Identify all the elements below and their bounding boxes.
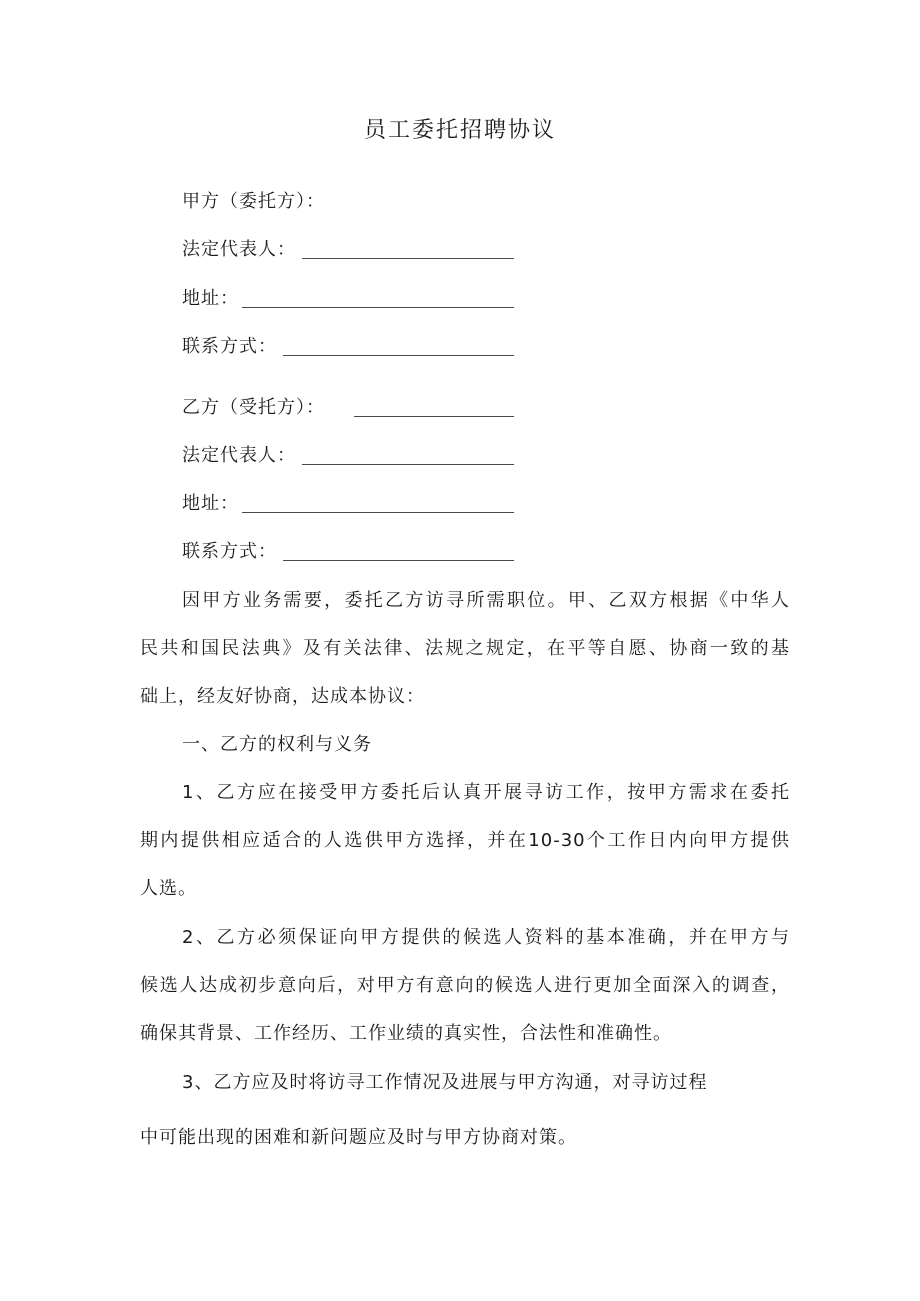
- section-1-heading: 一、乙方的权利与义务: [182, 734, 372, 755]
- clause-2-line-2: 候选人达成初步意向后，对甲方有意向的候选人进行更加全面深入的调查，: [140, 975, 790, 996]
- party-b-address-blank[interactable]: [242, 512, 514, 513]
- party-a-contact-label: 联系方式：: [182, 336, 277, 357]
- clause-3-line-2: 中可能出现的困难和新问题应及时与甲方协商对策。: [140, 1127, 577, 1148]
- party-b-contact-blank[interactable]: [283, 560, 514, 561]
- party-b-representative-blank[interactable]: [302, 464, 514, 465]
- party-a-address-label: 地址：: [182, 288, 239, 309]
- document-title: 员工委托招聘协议: [363, 118, 556, 143]
- clause-2-line-3: 确保其背景、工作经历、工作业绩的真实性，合法性和准确性。: [140, 1023, 672, 1044]
- party-b-heading: 乙方（受托方）：: [182, 397, 325, 418]
- party-a-representative-blank[interactable]: [302, 258, 514, 259]
- party-a-address-blank[interactable]: [242, 307, 514, 308]
- party-b-contact-label: 联系方式：: [182, 541, 277, 562]
- clause-1-line-1: 1、乙方应在接受甲方委托后认真开展寻访工作，按甲方需求在委托: [182, 782, 790, 803]
- party-a-contact-blank[interactable]: [283, 355, 514, 356]
- clause-3-line-1: 3、乙方应及时将访寻工作情况及进展与甲方沟通，对寻访过程: [182, 1072, 708, 1093]
- clause-1-line-3: 人选。: [140, 878, 197, 899]
- party-b-address-label: 地址：: [182, 493, 239, 514]
- party-a-heading: 甲方（委托方）：: [182, 191, 325, 212]
- party-b-name-blank[interactable]: [354, 416, 514, 417]
- clause-1-line-2: 期内提供相应适合的人选供甲方选择，并在10-30个工作日内向甲方提供: [140, 830, 790, 851]
- intro-line-1: 因甲方业务需要，委托乙方访寻所需职位。甲、乙双方根据《中华人: [182, 590, 790, 611]
- party-b-representative-label: 法定代表人：: [182, 445, 296, 466]
- intro-line-3: 础上，经友好协商，达成本协议：: [140, 686, 425, 707]
- clause-2-line-1: 2、乙方必须保证向甲方提供的候选人资料的基本准确，并在甲方与: [182, 927, 790, 948]
- party-a-representative-label: 法定代表人：: [182, 239, 296, 260]
- intro-line-2: 民共和国民法典》及有关法律、法规之规定，在平等自愿、协商一致的基: [140, 638, 790, 659]
